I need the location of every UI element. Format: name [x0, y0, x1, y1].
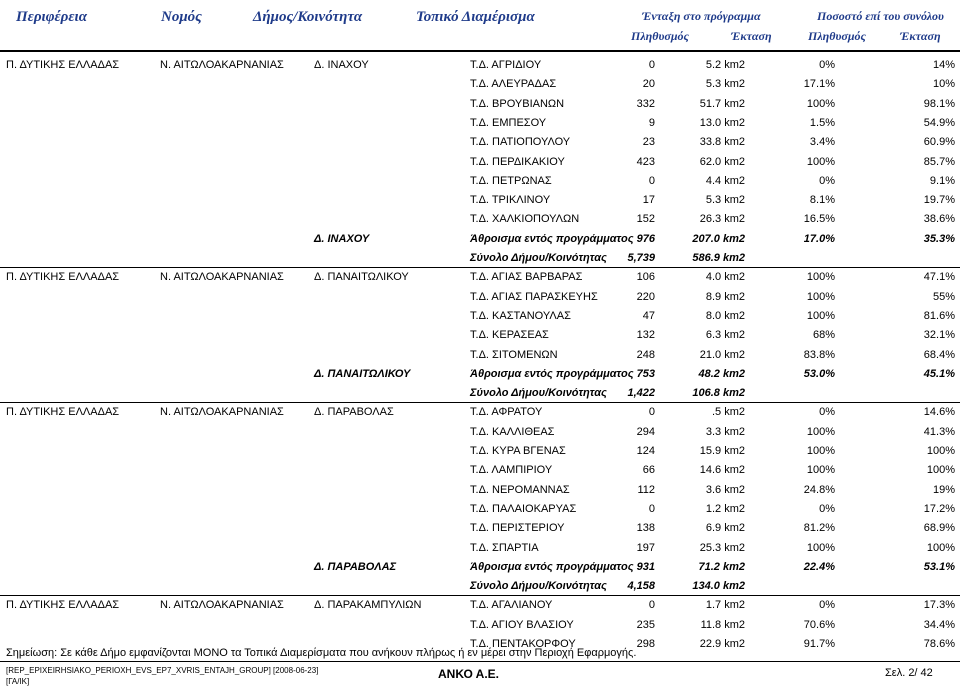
total-area-cell: 106.8 km2 [692, 387, 745, 400]
area-cell: 1.7 km2 [705, 599, 745, 612]
area-percent-cell: 68.9% [923, 522, 955, 535]
population-percent-cell: 0% [819, 59, 835, 71]
population-cell: 248 [636, 348, 655, 361]
region-cell: Π. ΔΥΤΙΚΗΣ ΕΛΛΑΔΑΣ [6, 271, 120, 284]
area-percent-cell: 14.6% [923, 406, 955, 419]
district-cell: Τ.Δ. ΣΙΤΟΜΕΝΩΝ [470, 348, 558, 361]
area-cell: .5 km2 [711, 406, 745, 419]
total-area-cell: 586.9 km2 [692, 252, 745, 264]
population-percent-cell: 100% [806, 541, 835, 554]
region-cell: Π. ΔΥΤΙΚΗΣ ΕΛΛΑΔΑΣ [6, 406, 120, 419]
table-row [0, 75, 960, 93]
area-cell: 6.9 km2 [705, 522, 745, 535]
area-percent-cell: 100% [926, 541, 955, 554]
population-percent-cell: 100% [806, 97, 835, 110]
area-percent-cell: 98.1% [923, 97, 955, 110]
header-population-1: Πληθυσμός [631, 29, 689, 43]
district-cell: Τ.Δ. ΑΓΙΟΥ ΒΛΑΣΙΟΥ [470, 618, 574, 631]
population-percent-cell: 83.8% [803, 348, 835, 361]
area-cell: 4.4 km2 [705, 174, 745, 187]
population-cell: 220 [636, 290, 655, 303]
municipality-cell: Δ. ΠΑΝΑΙΤΩΛΙΚΟΥ [314, 271, 409, 284]
table-row [0, 539, 960, 557]
sum-label: Άθροισμα εντός προγράμματος [470, 367, 634, 380]
area-cell: 21.0 km2 [699, 348, 745, 361]
header-divider [0, 50, 960, 52]
population-percent-cell: 100% [806, 271, 835, 284]
population-percent-cell: 68% [812, 329, 835, 342]
prefecture-cell: Ν. ΑΙΤΩΛΟΑΚΑΡΝΑΝΙΑΣ [160, 599, 284, 612]
area-cell: 1.2 km2 [705, 502, 745, 515]
municipality-total-row [0, 577, 960, 595]
table-row [0, 616, 960, 634]
table-row [0, 346, 960, 364]
table-row [0, 114, 960, 132]
population-percent-cell: 81.2% [803, 522, 835, 535]
population-percent-cell: 70.6% [803, 618, 835, 631]
population-cell: 294 [636, 425, 655, 438]
total-label: Σύνολο Δήμου/Κοινότητας [470, 387, 607, 400]
report-tag: [ΓΑ/ΙΚ] [6, 677, 30, 686]
population-percent-cell: 8.1% [809, 194, 835, 207]
district-cell: Τ.Δ. ΠΑΛΑΙΟΚΑΡΥΑΣ [470, 502, 577, 515]
sum-area-cell: 48.2 km2 [698, 367, 745, 380]
district-cell: Τ.Δ. ΚΑΛΛΙΘΕΑΣ [470, 425, 555, 438]
prefecture-cell: Ν. ΑΙΤΩΛΟΑΚΑΡΝΑΝΙΑΣ [160, 271, 284, 284]
district-cell: Τ.Δ. ΝΕΡΟΜΑΝΝΑΣ [470, 483, 570, 496]
district-cell: Τ.Δ. ΠΕΝΤΑΚΟΡΦΟΥ [470, 638, 576, 650]
prefecture-cell: Ν. ΑΙΤΩΛΟΑΚΑΡΝΑΝΙΑΣ [160, 59, 284, 71]
total-label: Σύνολο Δήμου/Κοινότητας [470, 252, 607, 264]
area-cell: 22.9 km2 [699, 638, 745, 650]
area-percent-cell: 78.6% [923, 638, 955, 650]
area-percent-cell: 85.7% [923, 155, 955, 168]
district-cell: Τ.Δ. ΚΕΡΑΣΕΑΣ [470, 329, 549, 342]
municipality-total-row [0, 249, 960, 267]
area-cell: 26.3 km2 [699, 213, 745, 226]
table-row [0, 210, 960, 228]
area-cell: 4.0 km2 [705, 271, 745, 284]
table-row [0, 326, 960, 344]
header-percentage-of-total: Ποσοστό επί του συνόλου [817, 9, 944, 23]
area-percent-cell: 54.9% [923, 116, 955, 129]
population-cell: 298 [636, 638, 655, 650]
area-percent-cell: 10% [932, 78, 955, 91]
municipality-total-row [0, 384, 960, 402]
population-cell: 0 [648, 174, 655, 187]
district-cell: Τ.Δ. ΑΓΡΙΔΙΟΥ [470, 59, 542, 71]
population-cell: 9 [648, 116, 655, 129]
population-cell: 423 [636, 155, 655, 168]
population-cell: 197 [636, 541, 655, 554]
header-district: Τοπικό Διαμέρισμα [416, 9, 535, 25]
table-row [0, 95, 960, 113]
district-cell: Τ.Δ. ΑΦΡΑΤΟΥ [470, 406, 543, 419]
municipality-cell: Δ. ΠΑΡΑΒΟΛΑΣ [314, 406, 394, 419]
area-percent-cell: 68.4% [923, 348, 955, 361]
sum-area-percent-cell: 45.1% [923, 367, 955, 380]
population-cell: 23 [642, 136, 655, 149]
district-cell: Τ.Δ. ΠΕΡΔΙΚΑΚΙΟΥ [470, 155, 565, 168]
header-area-1: Έκταση [731, 29, 772, 43]
total-population-cell: 4,158 [627, 580, 655, 593]
district-cell: Τ.Δ. ΑΓΙΑΣ ΒΑΡΒΑΡΑΣ [470, 271, 583, 284]
header-area-2: Έκταση [900, 29, 941, 43]
table-row [0, 481, 960, 499]
area-percent-cell: 38.6% [923, 213, 955, 226]
area-cell: 62.0 km2 [699, 155, 745, 168]
area-cell: 15.9 km2 [699, 445, 745, 457]
sum-municipality-cell: Δ. ΠΑΝΑΙΤΩΛΙΚΟΥ [314, 367, 411, 380]
area-cell: 3.3 km2 [705, 425, 745, 438]
header-region: Περιφέρεια [16, 9, 87, 25]
area-percent-cell: 81.6% [923, 309, 955, 322]
sum-municipality-cell: Δ. ΠΑΡΑΒΟΛΑΣ [314, 560, 397, 573]
district-cell: Τ.Δ. ΚΥΡΑ ΒΓΕΝΑΣ [470, 445, 566, 457]
table-row [0, 153, 960, 171]
population-cell: 0 [648, 406, 655, 419]
population-cell: 17 [642, 194, 655, 207]
sum-municipality-cell: Δ. ΙΝΑΧΟΥ [314, 232, 370, 245]
population-cell: 332 [636, 97, 655, 110]
population-cell: 66 [642, 464, 655, 477]
area-percent-cell: 100% [926, 445, 955, 457]
total-population-cell: 1,422 [627, 387, 655, 400]
population-percent-cell: 17.1% [803, 78, 835, 91]
area-cell: 8.0 km2 [705, 309, 745, 322]
area-cell: 51.7 km2 [699, 97, 745, 110]
area-percent-cell: 47.1% [923, 271, 955, 284]
area-percent-cell: 14% [932, 59, 955, 71]
total-label: Σύνολο Δήμου/Κοινότητας [470, 580, 607, 593]
population-cell: 106 [636, 271, 655, 284]
area-percent-cell: 60.9% [923, 136, 955, 149]
area-percent-cell: 19% [932, 483, 955, 496]
program-sum-row [0, 558, 960, 576]
population-percent-cell: 0% [819, 406, 835, 419]
district-cell: Τ.Δ. ΠΕΡΙΣΤΕΡΙΟΥ [470, 522, 565, 535]
table-row [0, 461, 960, 479]
footnote: Σημείωση: Σε κάθε Δήμο εμφανίζονται ΜΟΝΟ τα Τοπικά Διαμερίσματα που ανήκουν πλήρως ή εν μέρει στην Περιοχή Εφαρμογής. [6, 647, 637, 659]
municipality-cell: Δ. ΙΝΑΧΟΥ [314, 59, 369, 71]
sum-label: Άθροισμα εντός προγράμματος [470, 560, 634, 573]
area-cell: 14.6 km2 [699, 464, 745, 477]
area-cell: 8.9 km2 [705, 290, 745, 303]
company-name: ΑΝΚΟ Α.Ε. [438, 667, 500, 681]
district-cell: Τ.Δ. ΤΡΙΚΛΙΝΟΥ [470, 194, 551, 207]
population-cell: 132 [636, 329, 655, 342]
population-cell: 20 [642, 78, 655, 91]
table-row [0, 519, 960, 537]
area-cell: 25.3 km2 [699, 541, 745, 554]
page-number: Σελ. 2/ 42 [885, 667, 933, 679]
population-cell: 152 [636, 213, 655, 226]
report-id: [REP_EPIXEIRHSIAKO_PERIOXH_EVS_EP7_XVRIS_ENTAJH_GROUP] [2008-06-23] [6, 666, 319, 675]
sum-area-percent-cell: 35.3% [923, 232, 955, 245]
area-percent-cell: 17.3% [923, 599, 955, 612]
area-cell: 6.3 km2 [705, 329, 745, 342]
table-row [0, 288, 960, 306]
area-percent-cell: 32.1% [923, 329, 955, 342]
program-sum-row [0, 365, 960, 383]
population-percent-cell: 24.8% [803, 483, 835, 496]
population-percent-cell: 0% [819, 502, 835, 515]
area-cell: 5.3 km2 [705, 194, 745, 207]
table-row [0, 403, 960, 421]
district-cell: Τ.Δ. ΧΑΛΚΙΟΠΟΥΛΩΝ [470, 213, 580, 226]
area-cell: 5.2 km2 [705, 59, 745, 71]
total-population-cell: 5,739 [627, 252, 655, 264]
population-cell: 47 [642, 309, 655, 322]
district-cell: Τ.Δ. ΠΕΤΡΩΝΑΣ [470, 174, 552, 187]
region-cell: Π. ΔΥΤΙΚΗΣ ΕΛΛΑΔΑΣ [6, 59, 120, 71]
table-row [0, 268, 960, 286]
program-sum-row [0, 230, 960, 248]
district-cell: Τ.Δ. ΑΛΕΥΡΑΔΑΣ [470, 78, 557, 91]
header-program-inclusion: Ένταξη στο πρόγραμμα [642, 9, 761, 23]
sum-area-cell: 207.0 km2 [692, 232, 745, 245]
district-cell: Τ.Δ. ΚΑΣΤΑΝΟΥΛΑΣ [470, 309, 571, 322]
table-row [0, 191, 960, 209]
area-cell: 11.8 km2 [700, 618, 745, 631]
table-row [0, 133, 960, 151]
area-cell: 3.6 km2 [705, 483, 745, 496]
area-percent-cell: 41.3% [923, 425, 955, 438]
area-cell: 33.8 km2 [699, 136, 745, 149]
population-percent-cell: 0% [819, 599, 835, 612]
population-cell: 235 [636, 618, 655, 631]
sum-population-percent-cell: 17.0% [803, 232, 835, 245]
population-cell: 138 [636, 522, 655, 535]
population-percent-cell: 100% [806, 425, 835, 438]
area-percent-cell: 100% [926, 464, 955, 477]
sum-population-cell: 931 [636, 560, 655, 573]
sum-area-percent-cell: 53.1% [923, 560, 955, 573]
population-cell: 0 [648, 59, 655, 71]
header-population-2: Πληθυσμός [808, 29, 866, 43]
table-row [0, 500, 960, 518]
municipality-cell: Δ. ΠΑΡΑΚΑΜΠΥΛΙΩΝ [314, 599, 422, 612]
sum-population-percent-cell: 22.4% [803, 560, 835, 573]
sum-population-cell: 976 [636, 232, 655, 245]
sum-population-cell: 753 [636, 367, 655, 380]
table-row [0, 596, 960, 614]
population-percent-cell: 100% [806, 290, 835, 303]
sum-area-cell: 71.2 km2 [698, 560, 745, 573]
population-percent-cell: 91.7% [803, 638, 835, 650]
region-cell: Π. ΔΥΤΙΚΗΣ ΕΛΛΑΔΑΣ [6, 599, 120, 612]
footer-divider [0, 661, 960, 662]
footer-report-info [6, 665, 318, 687]
table-header [0, 0, 960, 46]
area-cell: 13.0 km2 [699, 116, 745, 129]
population-cell: 0 [648, 502, 655, 515]
district-cell: Τ.Δ. ΠΑΤΙΟΠΟΥΛΟΥ [470, 136, 571, 149]
population-cell: 0 [648, 599, 655, 612]
district-cell: Τ.Δ. ΛΑΜΠΙΡΙΟΥ [470, 464, 553, 477]
population-percent-cell: 1.5% [809, 116, 835, 129]
table-row [0, 172, 960, 190]
district-cell: Τ.Δ. ΑΓΑΛΙΑΝΟΥ [470, 599, 553, 612]
area-percent-cell: 9.1% [929, 174, 955, 187]
population-percent-cell: 0% [819, 174, 835, 187]
population-percent-cell: 100% [806, 155, 835, 168]
district-cell: Τ.Δ. ΣΠΑΡΤΙΑ [470, 541, 539, 554]
population-cell: 124 [636, 445, 655, 457]
area-percent-cell: 34.4% [923, 618, 955, 631]
district-cell: Τ.Δ. ΑΓΙΑΣ ΠΑΡΑΣΚΕΥΗΣ [470, 290, 598, 303]
area-percent-cell: 17.2% [923, 502, 955, 515]
population-percent-cell: 100% [806, 309, 835, 322]
table-row [0, 442, 960, 460]
population-cell: 112 [637, 483, 655, 496]
sum-label: Άθροισμα εντός προγράμματος [470, 232, 634, 245]
population-percent-cell: 100% [806, 464, 835, 477]
header-prefecture: Νομός [161, 9, 202, 25]
sum-population-percent-cell: 53.0% [803, 367, 835, 380]
district-cell: Τ.Δ. ΕΜΠΕΣΟΥ [470, 116, 547, 129]
population-percent-cell: 3.4% [809, 136, 835, 149]
table-row [0, 56, 960, 74]
table-row [0, 307, 960, 325]
population-percent-cell: 100% [806, 445, 835, 457]
prefecture-cell: Ν. ΑΙΤΩΛΟΑΚΑΡΝΑΝΙΑΣ [160, 406, 284, 419]
area-percent-cell: 19.7% [923, 194, 955, 207]
area-cell: 5.3 km2 [705, 78, 745, 91]
total-area-cell: 134.0 km2 [692, 580, 745, 593]
area-percent-cell: 55% [932, 290, 955, 303]
table-row [0, 423, 960, 441]
header-municipality: Δήμος/Κοινότητα [253, 9, 363, 25]
district-cell: Τ.Δ. ΒΡΟΥΒΙΑΝΩΝ [470, 97, 565, 110]
population-percent-cell: 16.5% [803, 213, 835, 226]
